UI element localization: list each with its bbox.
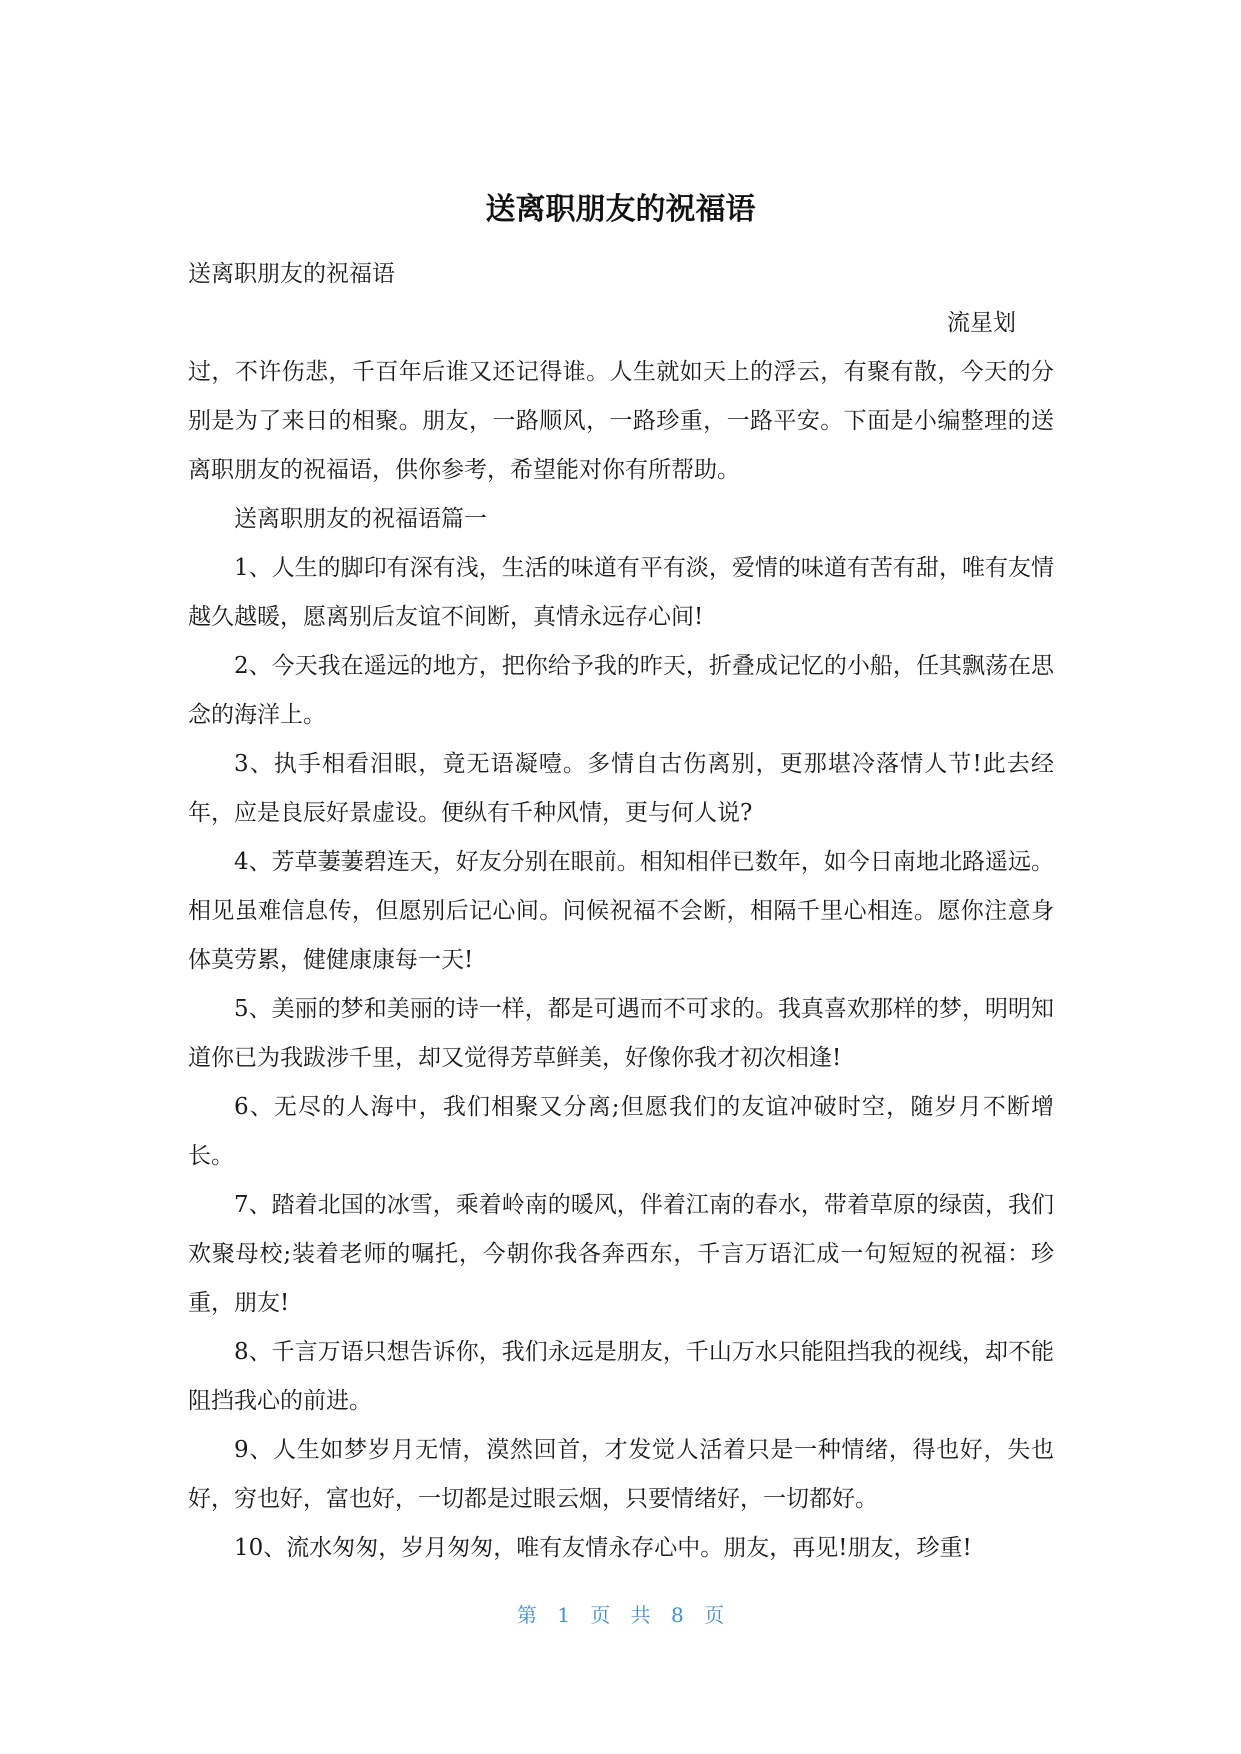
list-item: 9、人生如梦岁月无情，漠然回首，才发觉人活着只是一种情绪，得也好，失也好，穷也好，富也好，一切都是过眼云烟，只要情绪好，一切都好。 bbox=[188, 1437, 1054, 1512]
list-item: 3、执手相看泪眼，竟无语凝噎。多情自古伤离别，更那堪冷落情人节!此去经年，应是良辰好景虚设。便纵有千种风情，更与何人说? bbox=[188, 751, 1054, 826]
section-heading: 送离职朋友的祝福语篇一 bbox=[234, 506, 487, 532]
list-item: 4、芳草萋萋碧连天，好友分别在眼前。相知相伴已数年，如今日南地北路遥远。相见虽难信息传，但愿别后记心间。问候祝福不会断，相隔千里心相连。愿你注意身体莫劳累，健健康康每一天! bbox=[188, 849, 1054, 973]
list-item: 5、美丽的梦和美丽的诗一样，都是可遇而不可求的。我真喜欢那样的梦，明明知道你已为我跋涉千里，却又觉得芳草鲜美，好像你我才初次相逢! bbox=[188, 996, 1054, 1071]
document-body bbox=[188, 250, 1054, 1573]
list-item: 6、无尽的人海中，我们相聚又分离;但愿我们的友谊冲破时空，随岁月不断增长。 bbox=[188, 1094, 1054, 1169]
list-item: 1、人生的脚印有深有浅，生活的味道有平有淡，爱情的味道有苦有甜，唯有友情越久越暖，愿离别后友谊不间断，真情永远存心间! bbox=[188, 555, 1054, 630]
intro-paragraph: 过，不许伤悲，千百年后谁又还记得谁。人生就如天上的浮云，有聚有散，今天的分别是为了来日的相聚。朋友，一路顺风，一路珍重，一路平安。下面是小编整理的送离职朋友的祝福语，供你参考，希望能对你有所帮助。 bbox=[188, 359, 1054, 483]
list-item: 2、今天我在遥远的地方，把你给予我的昨天，折叠成记忆的小船，任其飘荡在思念的海洋上。 bbox=[188, 653, 1054, 728]
document-subtitle: 送离职朋友的祝福语 bbox=[188, 261, 395, 287]
author-line: 流星划 bbox=[947, 310, 1016, 336]
document-title: 送离职朋友的祝福语 bbox=[485, 192, 756, 227]
list-item: 10、流水匆匆，岁月匆匆，唯有友情永存心中。朋友，再见!朋友，珍重! bbox=[234, 1535, 972, 1561]
list-item: 7、踏着北国的冰雪，乘着岭南的暖风，伴着江南的春水，带着草原的绿茵，我们欢聚母校;装着老师的嘱托，今朝你我各奔西东，千言万语汇成一句短短的祝福：珍重，朋友! bbox=[188, 1192, 1054, 1316]
list-item: 8、千言万语只想告诉你，我们永远是朋友，千山万水只能阻挡我的视线，却不能阻挡我心的前进。 bbox=[188, 1339, 1054, 1414]
page-number-footer: 第 1 页 共 8 页 bbox=[516, 1603, 725, 1627]
